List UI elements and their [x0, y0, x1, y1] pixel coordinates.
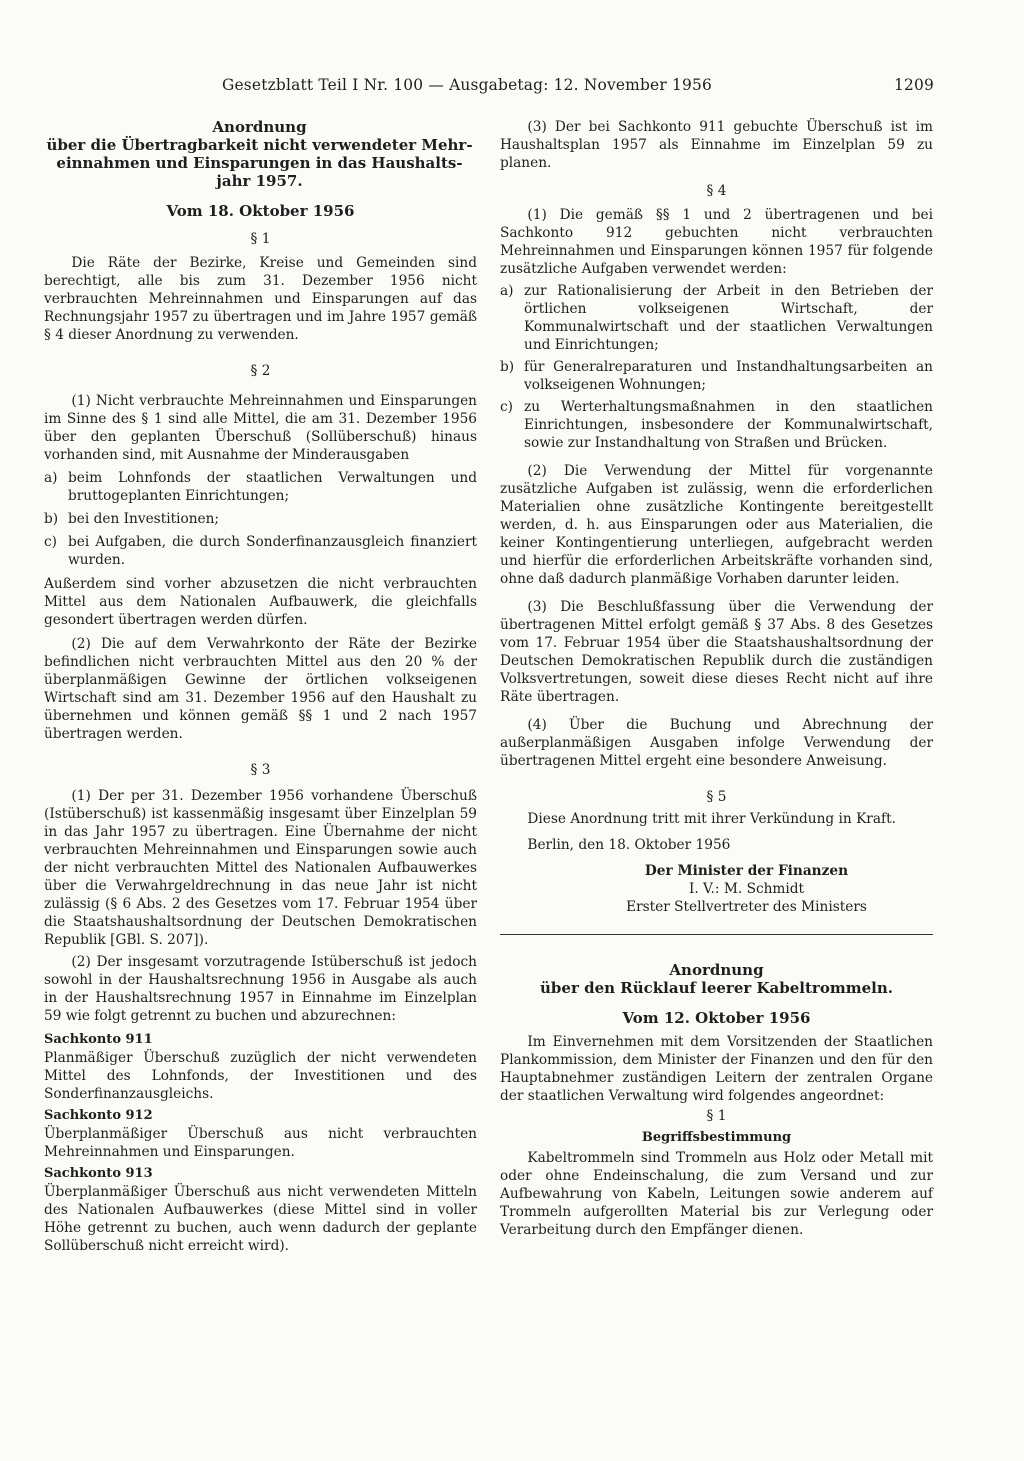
doc2-s1-text: Kabeltrommeln sind Trommeln aus Holz oder Metall mit oder ohne Endeinschalung, die zum Versand und zur Aufbewahrung von Kabeln, Leitungen sowie anderem auf Trommeln aufgerollten Material bis zur Verlegung oder Verarbeitung durch den Empfänger dienen.: [500, 1150, 933, 1238]
doc1-s4-p4: (4) Über die Buchung und Abrechnung der außerplanmäßigen Ausgaben infolge Verwendung der übertragenen Mittel ergeht eine besondere Anweisung.: [500, 717, 933, 769]
doc2-title-line: Anordnung: [669, 961, 764, 979]
doc1-s4-p2: (2) Die Verwendung der Mittel für vorgenannte zusätzliche Aufgaben ist zulässig, wenn die erforderlichen Materialien ohne zusätzliche Kontingente bereitgestellt werden, d. h. aus Einsparungen oder aus Materialien, die keiner Kontingentierung unterliegen, aufgebracht werden und hierfür die erforderlichen Arbeitskräfte vorhanden sind, ohne daß dadurch planmäßige Vorhaben darunter leiden.: [500, 463, 933, 587]
doc2-title-line: über den Rücklauf leerer Kabeltrommeln.: [540, 979, 893, 997]
place-date: Berlin, den 18. Oktober 1956: [527, 837, 731, 853]
doc1-title-line: über die Übertragbarkeit nicht verwendeter Mehr-: [46, 136, 473, 154]
doc1-title-line: einnahmen und Einsparungen in das Haushalts-: [56, 154, 463, 172]
doc1-title-line: jahr 1957.: [216, 172, 303, 190]
signature-name: I. V.: M. Schmidt: [688, 881, 805, 897]
doc1-s2-p1: (1) Nicht verbrauchte Mehreinnahmen und Einsparungen im Sinne des § 1 sind alle Mittel, die am 31. Dezember 1956 über den geplanten Überschuß (Sollüberschuß) hinaus vorhanden sind, mit Ausnahme der Minderausgaben: [44, 393, 477, 463]
right-column: [500, 118, 933, 1239]
doc2-title: [500, 961, 933, 997]
account-text: Planmäßiger Überschuß zuzüglich der nicht verwendeten Mittel des Lohnfonds, der Investitionen und des Sonderfinanzausgleichs.: [44, 1050, 477, 1102]
list-item: [500, 358, 933, 394]
list-item: [44, 510, 477, 528]
doc1-s3-heading: § 3: [250, 762, 271, 778]
doc2-s1-subheading: Begriffsbestimmung: [641, 1130, 792, 1145]
doc2-intro: Im Einvernehmen mit dem Vorsitzenden der Staatlichen Plankommission, dem Minister der Finanzen und den für den Hauptabnehmer zuständigen Leitern der zentralen Organe der staatlichen Verwaltung wird folgendes angeordnet:: [500, 1034, 933, 1104]
list-item: [500, 282, 933, 354]
signature-role: Erster Stellvertreter des Ministers: [626, 899, 867, 915]
list-item: [500, 398, 933, 452]
account-label: Sachkonto 911: [44, 1032, 153, 1047]
item-label: c): [500, 399, 514, 415]
item-label: a): [500, 283, 514, 299]
doc1-s1-heading: § 1: [250, 231, 271, 247]
doc1-s2-p2: Außerdem sind vorher abzusetzen die nicht verbrauchten Mittel aus dem Nationalen Aufbauwerk, die gleichfalls gesondert übertragen werden dürfen.: [44, 576, 477, 628]
item-text: für Generalreparaturen und Instandhaltungsarbeiten an volkseigenen Wohnungen;: [524, 359, 933, 393]
list-item: [44, 533, 477, 569]
signature-office: Der Minister der Finanzen: [644, 863, 849, 879]
doc1-s4-p3: (3) Die Beschlußfassung über die Verwendung der übertragenen Mittel erfolgt gemäß § 37 Abs. 8 des Gesetzes vom 17. Februar 1954 über die Staatshaushaltsordnung der Deutschen Demokratischen Republik durch die zuständigen Volksvertretungen, soweit diese dieses Recht nicht auf ihre Räte übertragen.: [500, 599, 933, 705]
page-number: 1209: [894, 76, 934, 94]
doc1-s5-heading: § 5: [706, 789, 727, 805]
item-label: b): [44, 511, 59, 527]
doc2-date: Vom 12. Oktober 1956: [622, 1009, 811, 1027]
doc1-s3-p1: (1) Der per 31. Dezember 1956 vorhandene Überschuß (Istüberschuß) ist kassenmäßig insgesamt über Einzelplan 59 in das Jahr 1957 zu übertragen. Eine Übernahme der nicht verbrauchten Mehreinnahmen und Einsparungen sowie auch der nicht verbrauchten Mittel des Nationalen Aufbauwerkes über die Verwahrgeldrechnung in das neue Jahr ist nicht zulässig (§ 6 Abs. 2 des Gesetzes vom 17. Februar 1954 über die Staatshaushaltsordnung der Deutschen Demokratischen Republik [GBl. S. 207]).: [44, 788, 477, 948]
doc1-s2-list: [44, 469, 477, 569]
item-text: bei Aufgaben, die durch Sonderfinanzausgleich finanziert wurden.: [68, 534, 477, 568]
account-label: Sachkonto 913: [44, 1166, 153, 1181]
item-text: beim Lohnfonds der staatlichen Verwaltungen und bruttogeplanten Einrichtungen;: [68, 470, 477, 504]
doc2-s1-heading: § 1: [706, 1108, 727, 1124]
doc1-s4-list: [500, 282, 933, 452]
doc1-s5-text: Diese Anordnung tritt mit ihrer Verkündung in Kraft.: [527, 811, 896, 827]
list-item: [44, 469, 477, 505]
page-header: [44, 72, 934, 100]
doc1-s1-text: Die Räte der Bezirke, Kreise und Gemeinden sind berechtigt, alle bis zum 31. Dezember 1956 nicht verbrauchten Mehreinnahmen und Einsparungen auf das Rechnungsjahr 1957 zu übertragen und im Jahre 1957 gemäß § 4 dieser Anordnung zu verwenden.: [44, 255, 477, 343]
doc1-s2-p3: (2) Die auf dem Verwahrkonto der Räte der Bezirke befindlichen nicht verbrauchten Mittel aus den 20 % der überplanmäßigen Gewinne der örtlichen volkseigenen Wirtschaft sind am 31. Dezember 1956 auf den Haushalt zu übernehmen und können gemäß §§ 1 und 2 nach 1957 übertragen werden.: [44, 636, 477, 742]
section-divider: [500, 934, 933, 935]
item-text: zur Rationalisierung der Arbeit in den Betrieben der örtlichen volkseigenen Wirtschaft, der Kommunalwirtschaft und der staatlichen Verwaltungen und Einrichtungen;: [524, 283, 933, 353]
doc1-date: Vom 18. Oktober 1956: [166, 202, 355, 220]
left-column: [44, 118, 477, 1255]
doc1-title-line: Anordnung: [212, 118, 307, 136]
item-label: c): [44, 534, 58, 550]
doc1-s3-p2: (2) Der insgesamt vorzutragende Istüberschuß ist jedoch sowohl in der Haushaltsrechnung 1956 in Ausgabe als auch in der Haushaltsrechnung 1957 in Einnahme im Einzelplan 59 wie folgt getrennt zu buchen und abzurechnen:: [44, 954, 477, 1024]
account-list: [44, 1031, 477, 1255]
account-text: Überplanmäßiger Überschuß aus nicht verwendeten Mitteln des Nationalen Aufbauwerkes (diese Mittel sind in voller Höhe getrennt zu buchen, auch wenn dadurch der geplante Sollüberschuß nicht erreicht wird).: [44, 1184, 477, 1254]
item-text: bei den Investitionen;: [68, 511, 220, 527]
doc1-s2-heading: § 2: [250, 363, 271, 379]
doc1-s4-heading: § 4: [706, 183, 727, 199]
item-label: a): [44, 470, 58, 486]
account-label: Sachkonto 912: [44, 1108, 153, 1123]
item-label: b): [500, 359, 515, 375]
doc1-s4-p1: (1) Die gemäß §§ 1 und 2 übertragenen und bei Sachkonto 912 gebuchten nicht verbrauchten Mehreinnahmen und Einsparungen können 1957 für folgende zusätzliche Aufgaben verwendet werden:: [500, 207, 933, 277]
account-text: Überplanmäßiger Überschuß aus nicht verbrauchten Mehreinnahmen und Einsparungen.: [44, 1126, 477, 1160]
signature-block: [560, 862, 933, 916]
doc1-title: [42, 118, 477, 190]
item-text: zu Werterhaltungsmaßnahmen in den staatlichen Einrichtungen, insbesondere der Kommunalwirtschaft, sowie zur Instandhaltung von Straßen und Brücken.: [524, 399, 933, 451]
doc1-s3-p3: (3) Der bei Sachkonto 911 gebuchte Überschuß ist im Haushaltsplan 1957 als Einnahme im Einzelplan 59 zu planen.: [500, 119, 933, 171]
header-title: Gesetzblatt Teil I Nr. 100 — Ausgabetag: 12. November 1956: [222, 76, 712, 94]
